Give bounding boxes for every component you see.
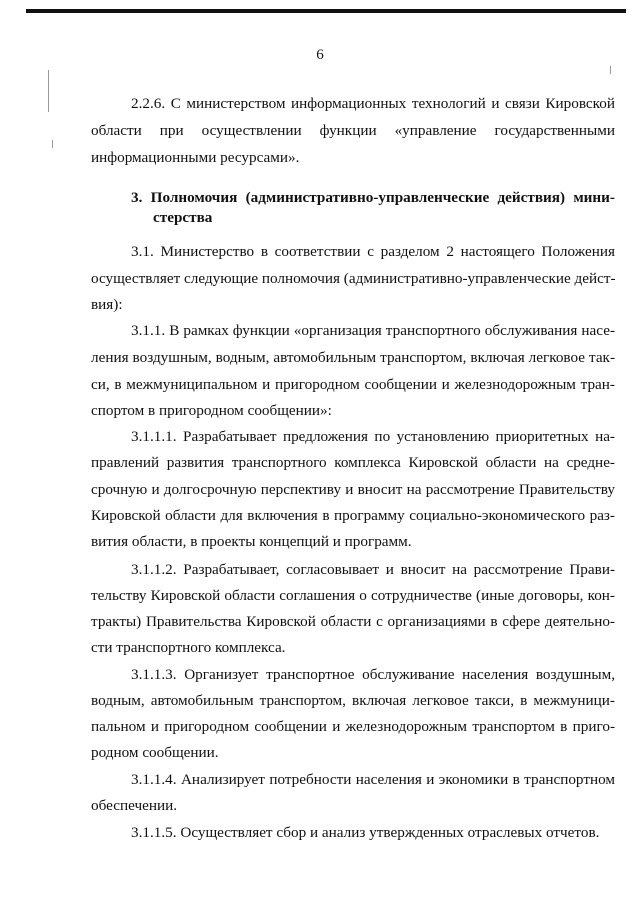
- paragraph-line: тельству Кировской области соглашения о сотрудничестве (иные договоры, кон-: [91, 587, 615, 604]
- top-border-rule: [26, 9, 626, 13]
- paragraph-line: правлений развития транспортного комплекса Кировской области на средне-: [91, 454, 615, 471]
- paragraph-line: обеспечении.: [91, 797, 178, 814]
- paragraph-line: сти транспортного комплекса.: [91, 639, 286, 656]
- paragraph-line: 2.2.6. С министерством информационных технологий и связи Кировской: [131, 95, 615, 112]
- paragraph-line: вия):: [91, 296, 123, 313]
- paragraph-line: вития области, в проекты концепций и программ.: [91, 533, 412, 550]
- paragraph-line: осуществляет следующие полномочия (административно-управленческие дейст-: [91, 270, 616, 287]
- paragraph-line: водным, автомобильным транспортом, включая легковое такси, в межмуници-: [91, 692, 615, 709]
- section-heading: стерства: [153, 209, 213, 226]
- paragraph-line: ления воздушным, водным, автомобильным транспортом, включая легковое так-: [91, 349, 615, 366]
- paragraph-line: пальном и пригородном сообщении и железнодорожным транспортом в приго-: [91, 718, 615, 735]
- paragraph-line: 3.1.1.5. Осуществляет сбор и анализ утвержденных отраслевых отчетов.: [131, 824, 600, 841]
- paragraph-line: спортом в пригородном сообщении»:: [91, 402, 332, 419]
- paragraph-line: 3.1.1.3. Организует транспортное обслуживание населения воздушным,: [131, 666, 615, 683]
- scan-artifact-mark: [610, 66, 611, 74]
- paragraph-line: 3.1.1. В рамках функции «организация транспортного обслуживания насе-: [131, 322, 615, 339]
- paragraph-line: 3.1.1.2. Разрабатывает, согласовывает и вносит на рассмотрение Прави-: [131, 561, 615, 578]
- paragraph-line: тракты) Правительства Кировской области с организациями в сфере деятельно-: [91, 613, 615, 630]
- scan-artifact-mark: [52, 140, 53, 148]
- paragraph-line: 3.1.1.1. Разрабатывает предложения по установлению приоритетных на-: [131, 428, 615, 445]
- paragraph-line: срочную и долгосрочную перспективу и вносит на рассмотрение Правительству: [91, 481, 615, 498]
- paragraph-line: информационными ресурсами».: [91, 149, 300, 166]
- section-heading: 3. Полномочия (административно-управленческие действия) мини-: [131, 189, 615, 206]
- paragraph-line: Кировской области для включения в программу социально-экономического раз-: [91, 507, 615, 524]
- page-number: 6: [316, 47, 324, 63]
- paragraph-line: си, в межмуниципальном и пригородном сообщении и железнодорожным тран-: [91, 376, 615, 393]
- paragraph-line: области при осуществлении функции «управление государственными: [91, 122, 615, 139]
- paragraph-line: 3.1.1.4. Анализирует потребности населения и экономики в транспортном: [131, 771, 615, 788]
- paragraph-line: родном сообщении.: [91, 744, 219, 761]
- paragraph-line: 3.1. Министерство в соответствии с разделом 2 настоящего Положения: [131, 243, 615, 260]
- scan-artifact-mark: [48, 70, 49, 112]
